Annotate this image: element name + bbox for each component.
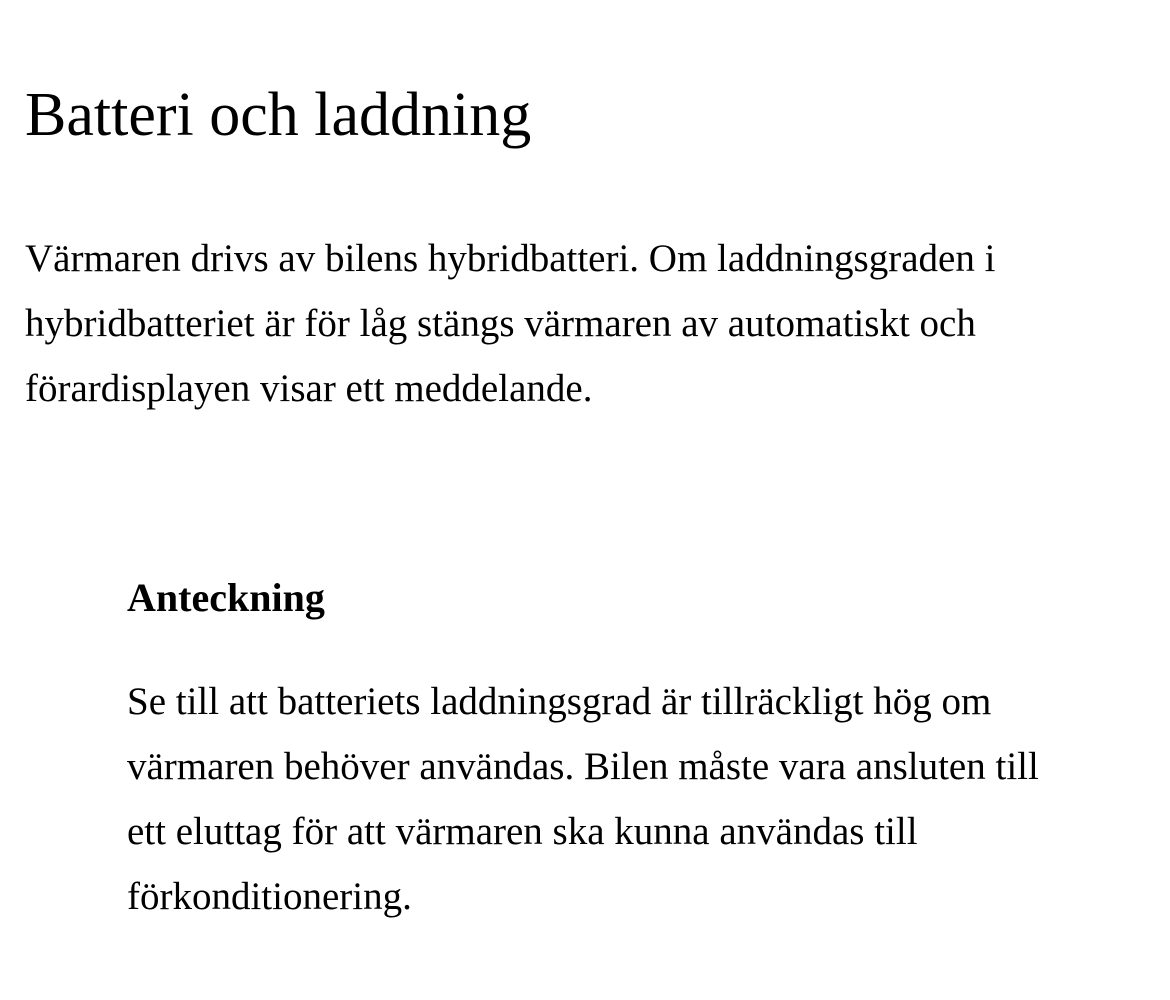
note-title: Anteckning [127, 575, 325, 620]
note-box [127, 568, 1047, 929]
intro-paragraph: Värmaren drivs av bilens hybridbatteri. Om laddningsgraden i hybridbatteriet är för låg stängs värmaren av automatiskt och förardisplayen visar ett meddelande. [25, 237, 996, 410]
note-body: Se till att batteriets laddningsgrad är tillräckligt hög om värmaren behöver användas. Bilen måste vara ansluten till ett eluttag för att värmaren ska kunna användas till förkonditionering. [127, 680, 1039, 918]
page-title: Batteri och laddning [25, 81, 532, 149]
